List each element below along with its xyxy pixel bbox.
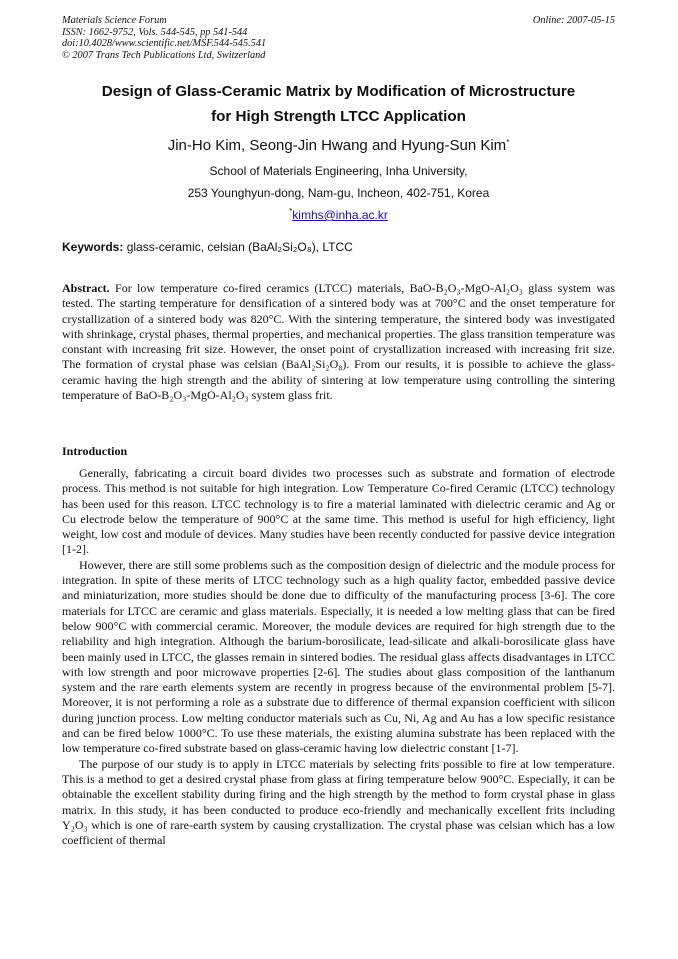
abstract-label: Abstract. — [62, 281, 110, 295]
paper-title — [62, 79, 615, 129]
affiliation-email — [62, 208, 615, 222]
keywords-text: glass-ceramic, celsian (BaAl₂Si₂O₈), LTCC — [126, 240, 353, 254]
introduction-body — [62, 466, 615, 848]
title-line-1: Design of Glass-Ceramic Matrix by Modification of Microstructure — [101, 83, 576, 100]
author-list — [62, 137, 615, 154]
email-link[interactable]: kimhs@inha.ac.kr — [292, 208, 388, 222]
authors-text: Jin-Ho Kim, Seong-Jin Hwang and Hyung-Sun Kim — [167, 137, 507, 154]
abstract-text: For low temperature co-fired ceramics (LTCC) materials, BaO-B₂O₃-MgO-Al₂O₃ glass system was tested. The starting temperature for densification of a sintered body was at 700°C and the onset temperature for crystallization of a sintered body was 820°C. With the sintering temperature, the sintered body was investigated with shrinkage, crystal phases, thermal properties, and mechanical properties. The glass transition temperature was constant with increasing frit size. However, the onset point of crystallization increased with increasing frit size. The formation of crystal phase was celsian (BaAl₂Si₂O₈). From our results, it is possible to achieve the glass-ceramic having the high strength and the ability of sintering at low temperature using controlling the sintering temperature of BaO-B₂O₃-MgO-Al₂O₃ system glass frit. — [62, 281, 616, 403]
corresponding-mark: * — [506, 138, 510, 147]
intro-paragraph-2: However, there are still some problems such as the composition design of dielectric and the module process for integration. In spite of these merits of LTCC technology such as a high quality factor, embedded passive device and miniaturization, more studies should be done due to difficulty of the manufacturing process [3-6]. The core materials for LTCC are ceramic and glass materials. Especially, it is needed a low melting glass that can be fired below 900°C with commercial ceramic. Moreover, the module devices are required for high strength due to the reliability and high integration. Although the barium-borosilicate, lead-silicate and alkali-borosilicate glass have been mainly used in LTCC, the glasses remain in sintered bodies. The residual glass affects disadvantages in LTCC with low strength and poor microwave properties [2-6]. The studies about glass composition of the lanthanum system and the rare earth elements system are recently in progress because of the environmental problem [5-7]. Moreover, it is not performing a role as a substrate due to difference of thermal expansion coefficient with silicon during junction process. Low melting conductor materials such as Cu, Ni, Ag and Au has a low specific resistance and can be fired below 1000°C. To use these materials, the existing alumina substrate has been replaced with the low temperature co-fired substrate based on glass-ceramic having low dielectric constant [1-7]. — [62, 557, 615, 756]
journal-name: Materials Science Forum — [62, 15, 167, 26]
affiliation-line-2: 253 Younghyun-dong, Nam-gu, Incheon, 402-751, Korea — [187, 186, 490, 200]
journal-header — [62, 15, 266, 61]
title-line-2: for High Strength LTCC Application — [211, 108, 466, 125]
intro-paragraph-1: Generally, fabricating a circuit board divides two processes such as substrate and formation of electrode process. This method is not suitable for high integration. Low Temperature Co-fired Ceramic (LTCC) technology has been used for this reason. LTCC technology is to fire a material laminated with dielectric ceramic and Ag or Cu electrode below the temperature of 900°C at the same time. This method is useful for high efficiency, light weight, low cost and module of devices. Many studies have been recently conducted for passive device integration [1-2]. — [62, 466, 615, 557]
copyright-line: © 2007 Trans Tech Publications Ltd, Switzerland — [62, 49, 266, 61]
online-date: Online: 2007-05-15 — [532, 15, 615, 26]
affiliation-line-1: School of Materials Engineering, Inha University, — [209, 164, 468, 178]
intro-paragraph-3: The purpose of our study is to apply in LTCC materials by selecting frits possible to fire at low temperature. This is a method to get a desired crystal phase from glass at firing temperature below 900°C. Especially, it can be obtainable the excellent stability during firing and the high strength by the method to form crystal phase in glass matrix. In this study, it has been conducted to produce eco-friendly and mechanically excellent frits including Y₂O₃ which is one of rare-earth system by causing crystallization. The crystal phase was celsian which has a low coefficient of thermal — [62, 756, 615, 848]
issn-line: ISSN: 1662-9752, Vols. 544-545, pp 541-544 — [62, 26, 248, 38]
keywords — [62, 240, 353, 254]
section-heading-introduction: Introduction — [62, 444, 128, 458]
email-mark: * — [289, 207, 293, 216]
doi-line: doi:10.4028/www.scientific.net/MSF.544-545.541 — [62, 38, 267, 50]
keywords-label: Keywords: — [62, 240, 124, 254]
abstract — [62, 281, 615, 403]
